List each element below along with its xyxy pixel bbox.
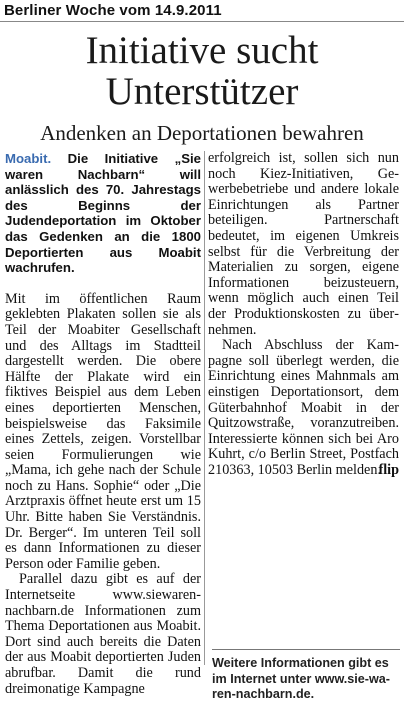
article-column-left bbox=[5, 151, 201, 697]
article-column-right bbox=[208, 151, 399, 478]
article-headline: Initiative sucht Unterstützer bbox=[85, 29, 319, 113]
article-subheadline: Andenken an Deportationen bewahren bbox=[40, 121, 364, 145]
article-paragraph-1: Mit im öffentlichen Raum geklebten Plakaten sollen sie als Teil der Moabiter Gesellschaft und des Alltags im Stadtteil dargestellt werden. Die obere Hälfte der Plakate wird ein fiktives Beispiel aus dem Leben eines deportierten Menschen, beispielsweise das Faksimile eines Zettels, zeigen. Vorstellbar seien Formulierungen wie „Mama, ich gehe nach der Schule noch zu Hans. Sophie“ oder „Die Arztpraxis öffnet heute erst um 15 Uhr. Bitte haben Sie Verständnis. Dr. Berger“. Im unteren Teil soll es dann Informationen zu dieser Person oder Familie geben. bbox=[5, 290, 201, 572]
article-paragraph-2-continued: erfolgreich ist, sollen sich nun noch Kiez-Initiativen, Gewerbebetriebe und andere lokale Einrichtungen als Partner beteiligen. Partnerschaft bedeutet, im eigenen Umkreis selbst für die Verbreitung der Materialien zu sorgen, eigene Informationen beizusteuern, wenn möglich auch einen Teil der Produktionskosten zu übernehmen. bbox=[208, 150, 399, 338]
location-tag: Moabit. bbox=[5, 151, 52, 166]
article-paragraph-2: Parallel dazu gibt es auf der Internetseite www.siewaren-nachbarn.de Informationen zum Thema Deportationen aus Moabit. Dort sind auch bereits die Daten der aus Moabit deportierten Juden abrufbar. Damit die rund dreimonatige Kampagne bbox=[5, 571, 201, 697]
intro-text: Die Initiative „Sie waren Nachbarn“ will anlässlich des 70. Jahrestags des Beginns der Judendeportation im Oktober das Gedenken an die 1800 Deportierten aus Moabit wachrufen. bbox=[5, 151, 201, 276]
author-signature: flip bbox=[378, 461, 399, 478]
top-divider bbox=[0, 21, 404, 22]
column-divider bbox=[204, 151, 205, 665]
article-intro bbox=[5, 151, 201, 276]
newspaper-source: Berliner Woche vom 14.9.2011 bbox=[4, 2, 222, 19]
info-box: Weitere Informationen gibt es im Internet unter www.sie-waren-nachbarn.de. bbox=[212, 649, 400, 703]
article-paragraph-3: Nach Abschluss der Kampagne soll überlegt werden, die Einrichtung eines Mahnmals am einstigen Deportationsort, dem Güterbahnhof Moabit in der Quitzowstraße, voranzutreiben. Interessierte können sich bei Aro Kuhrt, c/o Berlin Street, Postfach 210363, 10503 Berlin melden. bbox=[208, 337, 399, 478]
